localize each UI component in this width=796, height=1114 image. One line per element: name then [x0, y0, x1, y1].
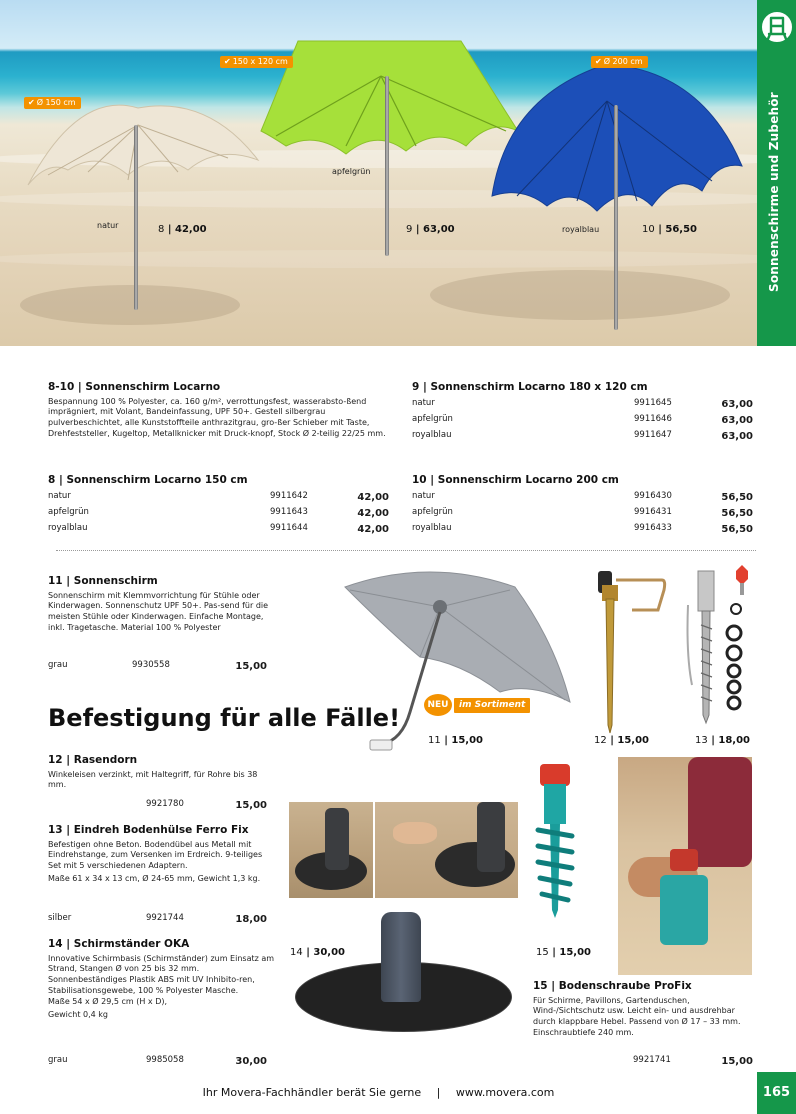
caption-11: 11 | 15,00 [428, 735, 483, 746]
hero-photo [0, 0, 757, 346]
ferro-description: Befestigen ohne Beton. Bodendübel aus Metall mit Eindrehstange, zum Versenken im Erdreich. 9-teiliges Set mit 5 verschiedenen Adaptern. [48, 839, 263, 871]
umbrella-pole-natur [134, 125, 138, 310]
footer-url[interactable]: www.movera.com [455, 1086, 555, 1099]
oka-row: grau 9985058 30,00 [48, 1055, 267, 1067]
caption-14: 14 | 30,00 [290, 947, 345, 958]
sonnenschirm-heading: 11 | Sonnenschirm [48, 575, 158, 587]
color-label-apfelgruen: apfelgrün [332, 167, 371, 176]
caption-12: 12 | 15,00 [594, 735, 649, 746]
section-divider [56, 550, 756, 551]
ferro-row: silber 9921744 18,00 [48, 913, 267, 925]
sonnenschirm-description: Sonnenschirm mit Klemmvorrichtung für Stühle oder Kinderwagen. Sonnenschutz UPF 50+. Pas-send für die meisten Stühle oder Kinderwagen. Einfache Montage, inkl. Tragetasche. Material 100 % Polyester [48, 590, 269, 633]
umbrella-pole-apfelgruen [385, 76, 389, 256]
sonnenschirm-row: grau 9930558 15,00 [48, 660, 267, 672]
beach-chair-icon [760, 10, 794, 44]
locarno-general-block [48, 381, 388, 440]
page-number: 165 [757, 1072, 796, 1114]
profix-product [530, 760, 588, 920]
profix-block [533, 980, 758, 1039]
rasendorn-product [592, 565, 670, 735]
locarno-180-row: apfelgrün 9911646 63,00 [412, 414, 753, 426]
oka-heading: 14 | Schirmständer OKA [48, 938, 190, 950]
rasendorn-heading: 12 | Rasendorn [48, 754, 138, 766]
rasendorn-row: 9921780 15,00 [146, 799, 267, 811]
ferro-block [48, 824, 273, 885]
locarno-heading: 8-10 | Sonnenschirm Locarno [48, 381, 221, 393]
footer-separator: | [436, 1086, 441, 1099]
ferro-dimensions: Maße 61 x 34 x 13 cm, Ø 24-65 mm, Gewicht 1,3 kg. [48, 874, 261, 884]
profix-row: 9921741 15,00 [633, 1055, 753, 1067]
hero-price-8: 8 | 42,00 [158, 224, 207, 235]
oka-description: Innovative Schirmbasis (Schirmständer) zum Einsatz am Strand, Stangen Ø von 25 bis 32 mm. Sonnenbeständiges Plastik ABS mit UV Inhibito-ren, Stabilisationsgewebe, 100 % Polyester Masche. [48, 953, 275, 996]
oka-photo-sand-2 [375, 802, 518, 898]
locarno-180-row: royalblau 9911647 63,00 [412, 430, 753, 442]
oka-photo-sand-1 [289, 802, 373, 898]
size-badge-150x120: ✔ 150 x 120 cm [220, 56, 293, 68]
category-side-tab [757, 0, 796, 346]
umbrella-pole-royalblau [614, 105, 618, 330]
footer-text: Ihr Movera-Fachhändler berät Sie gerne [202, 1086, 422, 1099]
umbrella-apfelgruen [256, 36, 526, 176]
locarno-200-row: natur 9916430 56,50 [412, 491, 753, 503]
color-label-natur: natur [97, 221, 119, 230]
locarno-150-row: natur 9911642 42,00 [48, 491, 389, 503]
rasendorn-description: Winkeleisen verzinkt, mit Haltegriff, für Rohre bis 38 mm. [48, 769, 258, 790]
oka-dimensions: Maße 54 x Ø 29,5 cm (H x D), [48, 996, 168, 1006]
hero-price-10: 10 | 56,50 [642, 224, 697, 235]
category-label: Sonnenschirme und Zubehör [767, 92, 781, 292]
locarno-200-heading: 10 | Sonnenschirm Locarno 200 cm [412, 474, 619, 486]
locarno-150-row: royalblau 9911644 42,00 [48, 523, 389, 535]
sonnenschirm-block [48, 575, 273, 634]
locarno-150-row: apfelgrün 9911643 42,00 [48, 507, 389, 519]
ferro-fix-product [684, 565, 759, 725]
rasendorn-block [48, 754, 273, 791]
caption-15: 15 | 15,00 [536, 947, 591, 958]
color-label-royalblau: royalblau [562, 225, 600, 234]
footer [0, 1086, 757, 1100]
ferro-heading: 13 | Eindreh Bodenhülse Ferro Fix [48, 824, 249, 836]
locarno-description: Bespannung 100 % Polyester, ca. 160 g/m², verrottungsfest, wasserabsto-ßend imprägniert, mit Volant, Bandeinfassung, UPF 50+. Gestell silbergrau pulverbeschichtet, alle Kunststoffteile anthrazitgrau, gro-ßer Schieber mit Taste, Drehfeststeller, Kugeltop, Metallknicker mit Druck-knopf, Stock Ø 2-teilig 22/25 mm. [48, 396, 386, 439]
hero-price-9: 9 | 63,00 [406, 224, 455, 235]
oka-product-photo [289, 906, 518, 1036]
profix-description: Für Schirme, Pavillons, Gartenduschen, Wind-/Sichtschutz usw. Leicht ein- und ausdrehbar durch klappbare Hebel. Passend von Ø 17 – 33 mm. Einschraubtiefe 240 mm. [533, 995, 741, 1038]
locarno-200-row: royalblau 9916433 56,50 [412, 523, 753, 535]
profix-beach-photo [618, 757, 752, 975]
size-badge-150: ✔ Ø 150 cm [24, 97, 81, 109]
section-heading-befestigung: Befestigung für alle Fälle! [48, 704, 401, 732]
profix-heading: 15 | Bodenschraube ProFix [533, 980, 692, 992]
locarno-180-row: natur 9911645 63,00 [412, 398, 753, 410]
locarno-180-heading: 9 | Sonnenschirm Locarno 180 x 120 cm [412, 381, 648, 393]
locarno-150-heading: 8 | Sonnenschirm Locarno 150 cm [48, 474, 248, 486]
size-badge-200: ✔ Ø 200 cm [591, 56, 648, 68]
oka-block [48, 938, 278, 1020]
caption-13: 13 | 18,00 [695, 735, 750, 746]
locarno-200-row: apfelgrün 9916431 56,50 [412, 507, 753, 519]
oka-weight: Gewicht 0,4 kg [48, 1009, 109, 1019]
